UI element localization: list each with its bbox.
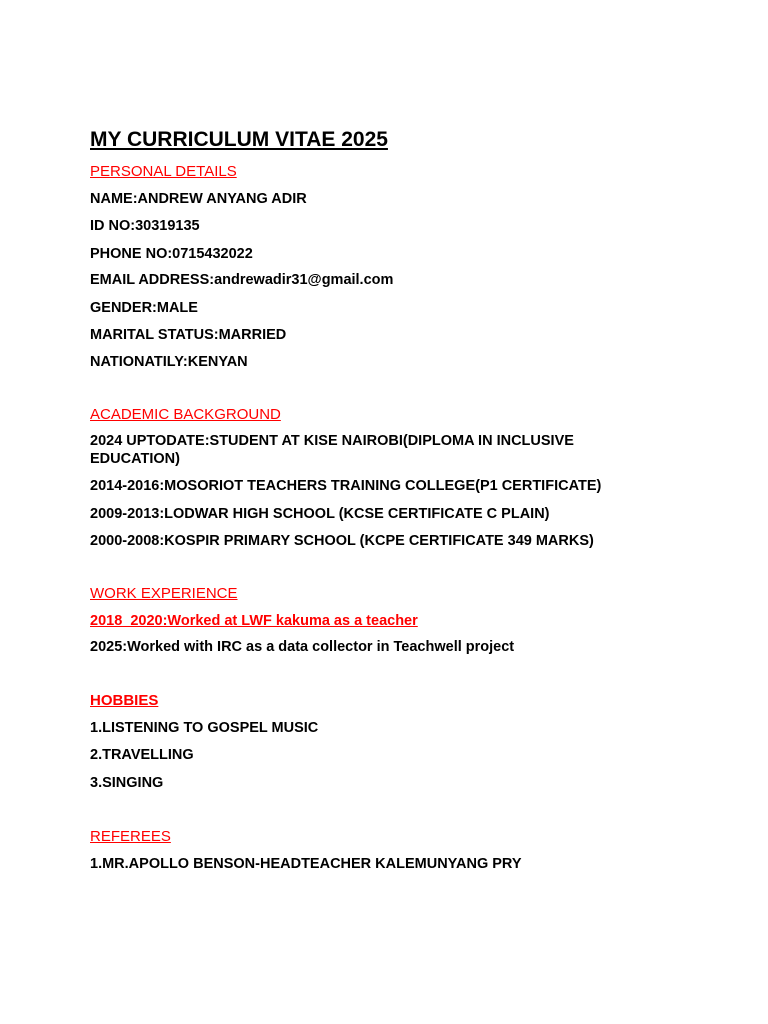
academic-item: 2014-2016:MOSORIOT TEACHERS TRAINING COLLEGE(P1 CERTIFICATE): [90, 478, 602, 494]
phone-line: PHONE NO:0715432022: [90, 246, 253, 262]
referee-item: 1.MR.APOLLO BENSON-HEADTEACHER KALEMUNYANG PRY: [90, 856, 522, 872]
hobbies-heading: HOBBIES: [90, 692, 159, 709]
name-line: NAME:ANDREW ANYANG ADIR: [90, 191, 307, 207]
gender-line: GENDER:MALE: [90, 300, 198, 316]
academic-item: 2009-2013:LODWAR HIGH SCHOOL (KCSE CERTIFICATE C PLAIN): [90, 506, 550, 522]
referees-heading: REFEREES: [90, 828, 171, 845]
document-title: MY CURRICULUM VITAE 2025: [90, 128, 388, 151]
personal-details-heading: PERSONAL DETAILS: [90, 163, 237, 180]
academic-item: 2024 UPTODATE:STUDENT AT KISE NAIROBI(DIPLOMA IN INCLUSIVE EDUCATION): [90, 433, 574, 467]
work-item: 2025:Worked with IRC as a data collector in Teachwell project: [90, 639, 515, 655]
marital-status-line: MARITAL STATUS:MARRIED: [90, 327, 287, 343]
email-line: EMAIL ADDRESS:andrewadir31@gmail.com: [90, 272, 394, 288]
id-number-line: ID NO:30319135: [90, 218, 200, 234]
hobby-item: 3.SINGING: [90, 775, 164, 791]
hobby-item: 2.TRAVELLING: [90, 747, 194, 763]
nationality-line: NATIONATILY:KENYAN: [90, 354, 248, 370]
work-item-link[interactable]: 2018_2020:Worked at LWF kakuma as a teacher: [90, 613, 418, 629]
work-experience-heading: WORK EXPERIENCE: [90, 585, 238, 602]
hobby-item: 1.LISTENING TO GOSPEL MUSIC: [90, 720, 319, 736]
academic-background-heading: ACADEMIC BACKGROUND: [90, 406, 281, 423]
academic-item: 2000-2008:KOSPIR PRIMARY SCHOOL (KCPE CERTIFICATE 349 MARKS): [90, 533, 594, 549]
